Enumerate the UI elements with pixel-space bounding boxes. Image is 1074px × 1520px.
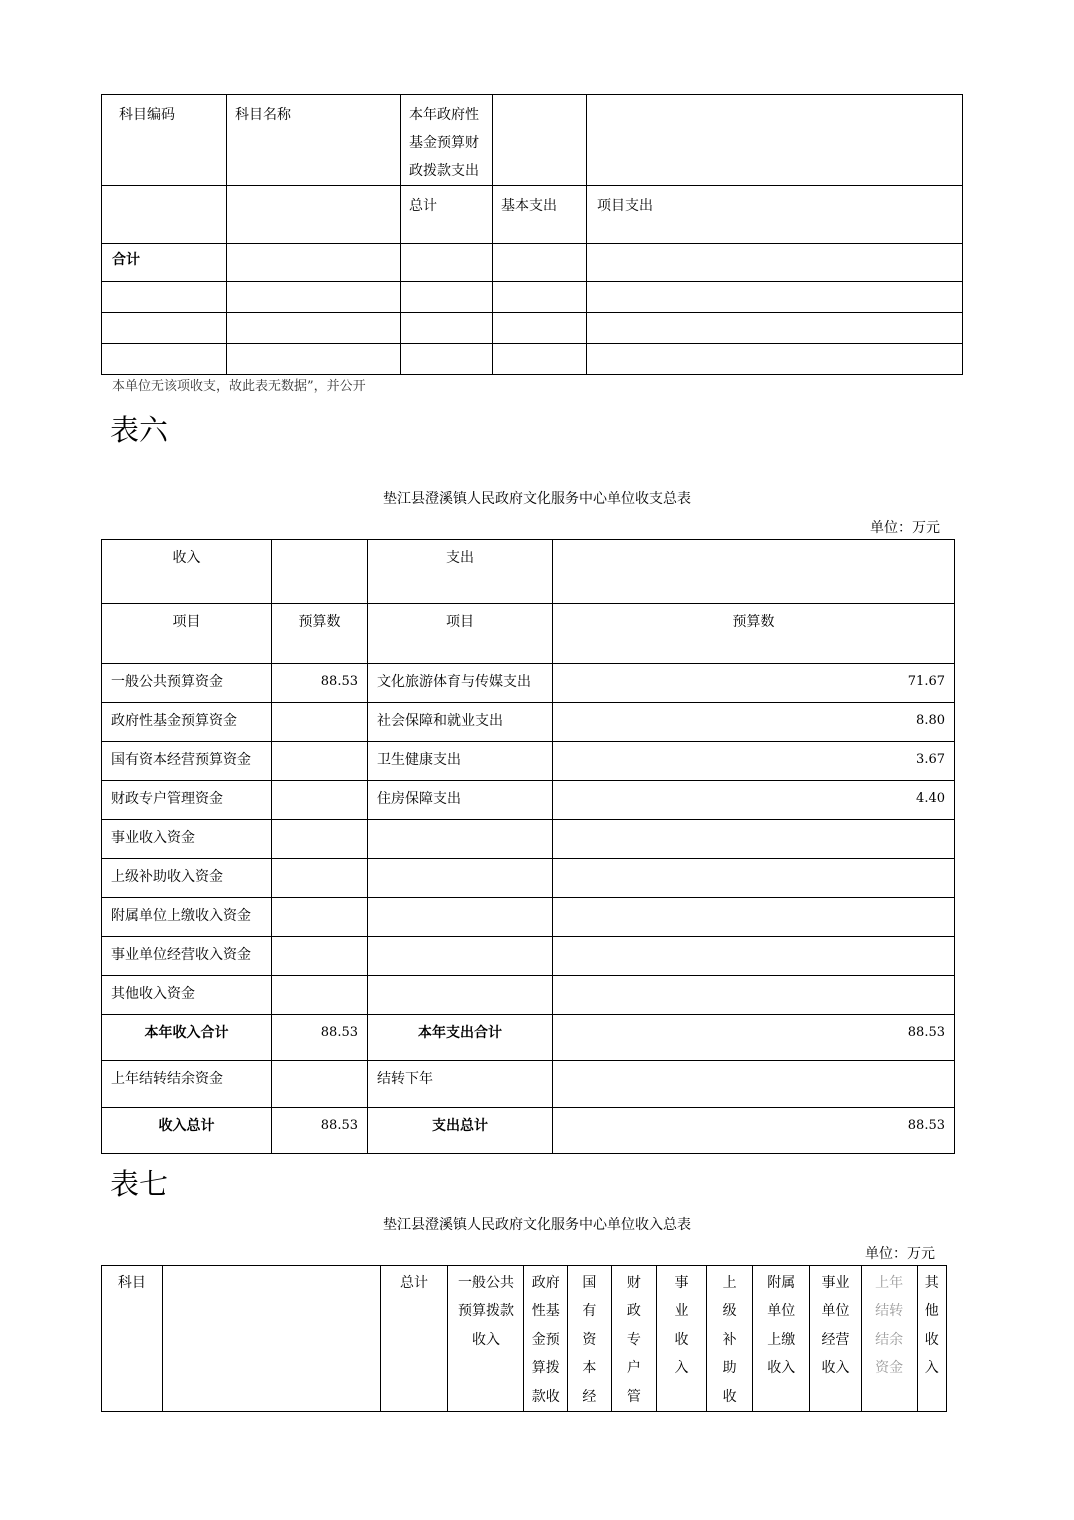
table-row: 财政专户管理资金 住房保障支出 4.40 (102, 781, 955, 820)
header-income: 收入 (102, 540, 272, 604)
header-total: 总计 (401, 186, 493, 244)
header-business-income: 事业收入 (657, 1266, 707, 1412)
table6 (101, 539, 955, 1154)
table-row: 附属单位上缴收入资金 (102, 898, 955, 937)
table-row: 其他收入资金 (102, 976, 955, 1015)
table7 (101, 1265, 947, 1412)
header-current-year: 本年政府性基金预算财政拨款支出 (401, 95, 493, 186)
header-basic: 基本支出 (493, 186, 587, 244)
table-row: 国有资本经营预算资金 卫生健康支出 3.67 (102, 742, 955, 781)
table6-title: 垫江县澄溪镇人民政府文化服务中心单位收支总表 (383, 491, 691, 507)
table-row: 事业单位经营收入资金 (102, 937, 955, 976)
header-operating: 事业单位经营收入 (810, 1266, 862, 1412)
grand-total-row: 收入总计 88.53 支出总计 88.53 (102, 1108, 955, 1154)
header-item2: 项目 (368, 604, 553, 664)
header-expenditure: 支出 (368, 540, 553, 604)
total-row-label: 合计 (102, 244, 227, 282)
table5 (101, 94, 963, 375)
table5-note: 本单位无该项收支，故此表无数据”，并公开 (112, 379, 366, 394)
header-budget2: 预算数 (553, 604, 955, 664)
header-superior-subsidy: 上级补助收 (706, 1266, 753, 1412)
header-subject-name: 科目名称 (227, 95, 401, 186)
table6-unit: 单位：万元 (870, 520, 940, 536)
header-subject: 科目 (102, 1266, 163, 1412)
table-row: 事业收入资金 (102, 820, 955, 859)
year-total-row: 本年收入合计 88.53 本年支出合计 88.53 (102, 1015, 955, 1061)
table7-unit: 单位：万元 (865, 1246, 935, 1262)
table-row (102, 282, 963, 313)
header-other-income: 其他收入 (917, 1266, 946, 1412)
header-total: 总计 (380, 1266, 448, 1412)
header-state-capital: 国有资本经 (568, 1266, 612, 1412)
table7-title: 垫江县澄溪镇人民政府文化服务中心单位收入总表 (383, 1217, 691, 1233)
header-budget: 预算数 (272, 604, 368, 664)
header-item: 项目 (102, 604, 272, 664)
table-row: 上级补助收入资金 (102, 859, 955, 898)
header-subject-code: 科目编码 (102, 95, 227, 186)
header-special-account: 财政专户管 (611, 1266, 657, 1412)
table6-heading: 表六 (110, 413, 169, 447)
carry-row: 上年结转结余资金 结转下年 (102, 1061, 955, 1108)
header-gov-fund: 政府性基金预算拨款收 (524, 1266, 568, 1412)
table-row: 政府性基金预算资金 社会保障和就业支出 8.80 (102, 703, 955, 742)
table-row: 一般公共预算资金 88.53 文化旅游体育与传媒支出 71.67 (102, 664, 955, 703)
header-carry-over: 上年结转结余资金 (861, 1266, 917, 1412)
table-row (102, 344, 963, 375)
table7-heading: 表七 (110, 1167, 169, 1201)
table-row (102, 313, 963, 344)
header-affiliated: 附属单位上缴收入 (753, 1266, 810, 1412)
header-project: 项目支出 (587, 186, 963, 244)
header-general-budget: 一般公共预算拨款收入 (448, 1266, 524, 1412)
